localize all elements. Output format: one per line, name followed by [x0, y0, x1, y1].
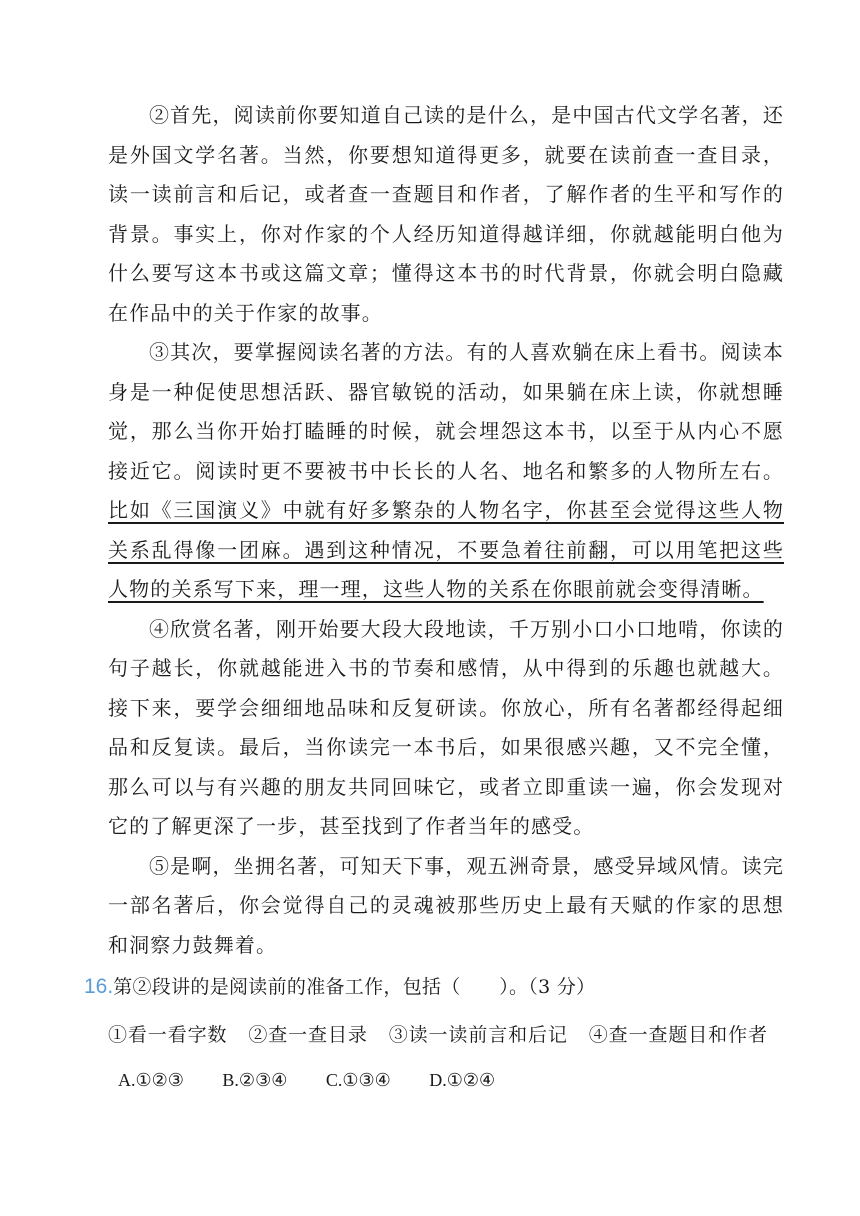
option-b[interactable]: B.②③④ [222, 1070, 288, 1090]
paragraph-5: ⑤是啊，坐拥名著，可知天下事，观五洲奇景，感受异域风情。读完一部名著后，你会觉得自己的灵魂被那些历史上最有天赋的作家的思想和洞察力鼓舞着。 [108, 853, 784, 957]
question-item: ②查一查目录 [248, 1024, 368, 1046]
option-c[interactable]: C.①③④ [325, 1070, 391, 1090]
question-items [108, 1022, 798, 1048]
paragraph-3-underlined-text: 比如《三国演义》中就有好多繁杂的人物名字，你甚至会觉得这些人物关系乱得像一团麻。遇到这种情况，不要急着往前翻，可以用笔把这些人物的关系写下来，理一理，这些人物的关系在你眼前就会变得清晰。 [108, 498, 784, 601]
option-a[interactable]: A.①②③ [118, 1070, 184, 1090]
question-16 [84, 974, 784, 1000]
paragraph-2: ②首先，阅读前你要知道自己读的是什么，是中国古代文学名著，还是外国文学名著。当然，你要想知道得更多，就要在读前查一查目录，读一读前言和后记，或者查一查题目和作者，了解作者的生平和写作的背景。事实上，你对作家的个人经历知道得越详细，你就越能明白他为什么要写这本书或这篇文章；懂得这本书的时代背景，你就会明白隐藏在作品中的关于作家的故事。 [108, 103, 784, 325]
answer-options [118, 1067, 529, 1093]
question-number: 16. [84, 975, 114, 998]
paragraph-3 [108, 333, 784, 610]
question-text: 第②段讲的是阅读前的准备工作，包括（ ）。（3 分） [113, 976, 596, 998]
paragraph-4: ④欣赏名著，刚开始要大段大段地读，千万别小口小口地啃，你读的句子越长，你就越能进入书的节奏和感情，从中得到的乐趣也就越大。接下来，要学会细细地品味和反复研读。你放心，所有名著都经得起细品和反复读。最后，当你读完一本书后，如果很感兴趣，又不完全懂，那么可以与有兴趣的朋友共同回味它，或者立即重读一遍，你会发现对它的了解更深了一步，甚至找到了作者当年的感受。 [108, 616, 784, 838]
question-item: ①看一看字数 [108, 1024, 228, 1046]
question-item: ③读一读前言和后记 [388, 1024, 568, 1046]
paragraph-3-text: ③其次，要掌握阅读名著的方法。有的人喜欢躺在床上看书。阅读本身是一种促使思想活跃、器官敏锐的活动，如果躺在床上读，你就想睡觉，那么当你开始打瞌睡的时候，就会埋怨这本书，以至于从内心不愿接近它。阅读时更不要被书中长长的人名、地名和繁多的人物所左右。 [108, 340, 784, 483]
article-body [108, 96, 784, 965]
option-d[interactable]: D.①②④ [429, 1070, 496, 1090]
question-item: ④查一查题目和作者 [588, 1024, 768, 1046]
